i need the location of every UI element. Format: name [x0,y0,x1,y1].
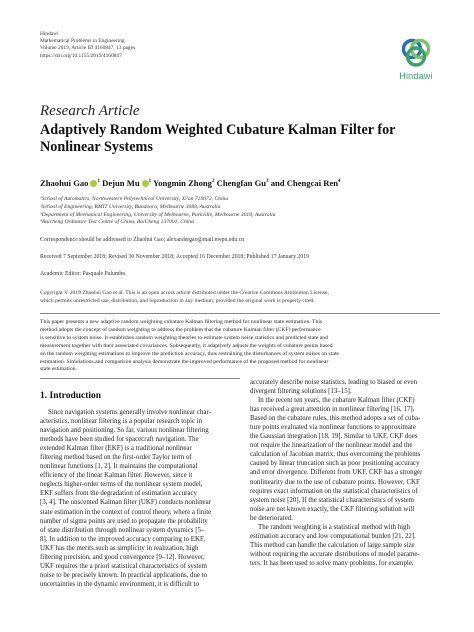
body-line: divergent filtering solutions [13–15]. [250,388,352,396]
body-line: requires exact information on the statistical characteristics of [250,487,418,495]
body-line: nonlinearity due to the use of cubature points. However, CKF [250,478,420,486]
right-column [250,378,440,568]
copyright-line: Copyright © 2019 Zhaohui Gao et al. This is an open access article distributed under the Creative Commons Attribution License, [40,290,329,296]
abstract [40,319,440,374]
left-column [40,408,230,589]
body-line: filtering method based on the first-order Taylor term of [40,454,192,462]
body-line: Since navigation systems generally involve nonlinear char- [48,409,211,416]
divider [40,378,240,379]
affiliation: ³Department of Mechanical Engineering, University of Melbourne, Parkville, Melbourne 3010, Australia [40,211,276,218]
body-line: In the recent ten years, the cubature Kalman filter (CKF) [258,397,415,405]
body-line: efficiency of the linear Kalman filter. However, since it [40,472,193,480]
body-line: methods have been studied for spacecraft navigation. The [40,436,199,444]
body-line: state estimation in the context of control theory, where a finite [40,508,212,516]
author-affiliation-mark: 1 [97,179,100,185]
body-line: ture points evaluated via nonlinear functions to approximate [250,424,416,432]
body-line: noise to be precisely known. In practical applications, due to [40,571,208,579]
journal-header [40,31,135,60]
journal-name: Mathematical Problems in Engineering [40,38,125,45]
abstract-line: is sensitive to system noise. It establishes random weighting theories to estimate system noise statistics and predicted state and [40,334,328,341]
body-line: caused by linear truncation such as poor positioning accuracy [250,460,420,468]
doi-link[interactable]: https://doi.org/10.1155/2019/4160847 [40,52,122,59]
author-affiliation-mark: 2 [211,179,215,185]
title-line: Adaptively Random Weighted Cubature Kalman Filter for [40,122,396,138]
author-name[interactable]: Yongmin Zhong [152,178,212,188]
body-line: noise are not known exactly, the CKF filtering solution will [250,505,415,513]
abstract-line: estimation. Simulations and comparison analysis demonstrate the improved performance of the proposed method for nonlinear [40,358,329,365]
body-line: extended Kalman filter (EKF) is a traditional nonlinear [40,445,192,453]
body-line: accurately describe noise statistics, leading to biased or even [250,379,418,386]
author-name[interactable]: and Chengcai Ren [270,178,339,188]
body-line: neglects higher-order terms of the nonlinear system model, [40,481,203,489]
publisher-name: Hindawi [40,31,59,37]
correspondence-line: Correspondence should be addressed to Zhaohui Gao; alexandergao@mail.nwpu.edu.cn [40,237,245,243]
body-line: navigation and positioning. So far, various nonlinear filtering [40,427,209,435]
body-line: [3, 4]. The unscented Kalman filter (UKF) conducts nonlinear [40,499,211,507]
body-line: be deteriorated. [250,514,293,522]
body-line: 8]. In addition to the improved accuracy comparing to EKF, [40,535,205,543]
copyright-line: which permits unrestricted use, distribution, and reproduction in any medium, provided the original work is properly cited. [40,297,315,304]
volume-info: Volume 2019, Article ID 4160847, 13 pages [40,45,136,52]
body-line: Based on the cubature rules, this method adopts a set of cuba- [250,415,421,423]
copyright-notice [40,290,440,305]
body-line: ters. It has been used to solve many problems, for example, [250,559,414,567]
affiliation-list [40,196,276,227]
body-line: EKF suffers from the degradation of estimation accuracy [40,490,197,498]
affiliation: ¹School of Automatics, Northwestern Polytechnical University, Xi'an 710072, China [40,196,229,202]
body-line: and error divergence. Different from UKF, CKF has a stronger [250,469,423,477]
author-affiliation-mark: 1 [148,179,152,185]
body-line: calculation of Jacobian matrix, thus overcoming the problems [250,451,421,459]
abstract-line: state estimation. [40,366,77,373]
hindawi-wordmark: Hindawi [399,71,433,81]
body-line: has received a great attention in nonlinear filtering [16, 17]. [250,406,415,414]
body-line: The random weighting is a statistical method with high [258,523,410,531]
section-heading: 1. Introduction [40,391,102,401]
author-name[interactable]: Zhaohui Gao [40,178,89,188]
author-affiliation-mark: 3 [266,179,269,185]
author-name[interactable]: Dejun Mu [102,178,140,188]
dates-line: Received 7 September 2018; Revised 30 November 2018; Accepted 16 December 2018; Published 17 January 2019 [40,254,310,260]
hindawi-logo [393,36,439,88]
abstract-line: measurement together with their associated covariances. Subsequently, it adaptively adjusts the weights of cubature points based [40,342,333,349]
body-line: This method can handle the calculation of large sample size [250,541,415,549]
body-line: filtering precision, and good convergence [9–12]. However, [40,553,205,561]
article-title [40,122,440,156]
hindawi-rings-icon [399,36,433,70]
abstract-line: This paper presents a new adaptive random weighting cubature Kalman filtering method for nonlinear state estimation. This [40,319,323,325]
article-type: Research Article [40,103,140,119]
abstract-line: method adopts the concept of random weighting to address the problem that the cubature Kalman filter (CKF) performance [40,326,321,333]
body-line: nonlinear functions [1, 2]. It maintains the computational [40,463,198,471]
body-line: of state distribution through nonlinear system dynamics [5– [40,526,205,534]
body-line: uncertainties in the dynamic environment, it is difficult to [40,580,199,588]
orcid-icon[interactable] [142,180,149,187]
author-name[interactable]: Chengfan Gu [216,178,267,188]
body-line: number of sigma points are used to propagate the probability [40,517,208,525]
body-line: without requiring the accurate distributions of model parame- [250,550,420,558]
body-line: estimation accuracy and low computational burden [21, 22]. [250,532,416,540]
body-line: system noise [20]. If the statistical characteristics of system [250,496,414,504]
body-line: UKF requires the a priori statistical characteristics of system [40,562,207,570]
title-line: Nonlinear Systems [40,139,153,155]
affiliation: ²School of Engineering, RMIT University, Bundoora, Melbourne 3083, Australia [40,203,221,210]
body-line: not require the linearization of the nonlinear model and the [250,442,413,450]
body-line: acteristics, nonlinear filtering is a popular research topic in [40,418,203,426]
author-affiliation-mark: 4 [338,179,341,185]
abstract-line: on the random weighting estimations to improve the prediction accuracy, thus restraining the disturbances of system noises on state [40,350,339,357]
body-line: UKF has the merits such as simplicity in realization, high [40,544,199,552]
academic-editor: Academic Editor: Pasquale Palumbo [40,271,126,277]
body-line: the Gaussian integration [18, 19]. Similar to UKF, CKF does [250,433,418,441]
affiliation: ⁴Baicheng Ordnance Test Centre of China, BaiCheng 137001, China [40,219,194,226]
divider [40,313,440,314]
author-list [40,178,460,188]
